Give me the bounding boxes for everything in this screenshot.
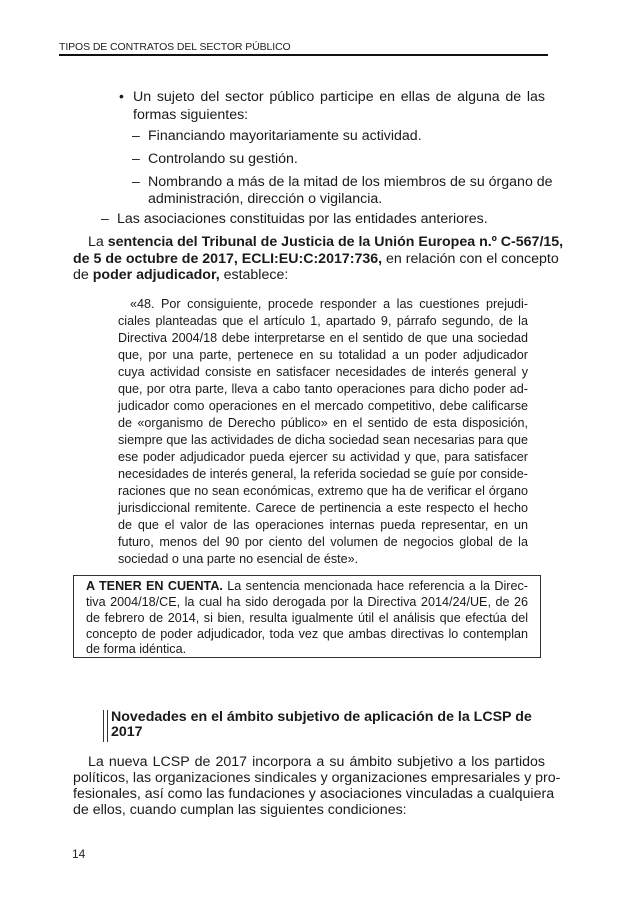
quote-line: Directiva 2004/18 debe interpretarse en el sentido de que una sociedad xyxy=(118,331,528,345)
note-line: de forma idéntica. xyxy=(86,642,187,656)
quote-line: cuya actividad consiste en satisfacer necesidades de interés general y xyxy=(118,365,528,379)
paragraph-line: políticos, las organizaciones sindicales y organizaciones empresariales y pro- xyxy=(73,770,561,786)
paragraph-line xyxy=(88,233,564,251)
section-bars-icon xyxy=(103,710,108,742)
quote-line: que, por una parte, pertenece en su totalidad a un poder adjudicador xyxy=(118,348,528,362)
quote-line: de que el valor de las operaciones internas pueda representar, en un xyxy=(118,518,528,532)
subitem: Controlando su gestión. xyxy=(148,151,298,167)
quote-line: que, por otra parte, lleva a cabo tanto operaciones para dicho poder ad- xyxy=(118,382,528,396)
paragraph-line: de ellos, cuando cumplan las siguientes condiciones: xyxy=(73,802,407,818)
paragraph-line: La nueva LCSP de 2017 incorpora a su ámbito subjetivo a los partidos xyxy=(88,754,545,770)
text: La sentencia mencionada hace referencia a la Direc- xyxy=(222,579,528,593)
text: La xyxy=(88,234,108,250)
text: establece: xyxy=(219,267,289,283)
dash-item: Las asociaciones constituidas por las entidades anteriores. xyxy=(117,211,488,227)
note-line xyxy=(86,579,528,595)
note-line: concepto de poder adjudicador, toda vez que ambas directivas lo contemplan xyxy=(86,627,528,641)
text: de xyxy=(73,267,93,283)
quote-line: siempre que las actividades de dicha sociedad sean necesarias para que xyxy=(118,433,528,447)
paragraph-line xyxy=(73,266,288,284)
paragraph-line: fesionales, así como las fundaciones y asociaciones vinculadas a cualquiera xyxy=(73,786,555,802)
text: en relación con el concepto xyxy=(382,251,559,267)
section-title: 2017 xyxy=(111,724,143,740)
header-rule xyxy=(59,54,548,56)
quote-line: «48. Por consiguiente, procede responder a las cuestiones prejudi- xyxy=(130,297,528,311)
dash-icon: – xyxy=(101,210,109,226)
quote-line: raciones que no sean económicas, extremo que ha de verificar el órgano xyxy=(118,484,528,498)
quote-line: ciales planteadas que el artículo 1, apartado 9, párrafo segundo, de la xyxy=(118,314,528,328)
quote-line: judicador como operaciones en el mercado competitivo, debe calificarse xyxy=(118,399,528,413)
page-number: 14 xyxy=(72,847,86,861)
quote-line: sociedad o una parte no esencial de éste». xyxy=(118,552,359,566)
note-label: A TENER EN CUENTA. xyxy=(86,579,223,593)
subitem: Nombrando a más de la mitad de los miembros de su órgano de xyxy=(148,174,553,190)
quote-line: necesidades de interés general, la referida sociedad se guíe por conside- xyxy=(118,467,528,481)
bold-text: sentencia del Tribunal de Justicia de la Unión Europea n.º C-567/15, xyxy=(107,234,564,250)
subitem: administración, dirección o vigilancia. xyxy=(148,191,383,207)
running-head: TIPOS DE CONTRATOS DEL SECTOR PÚBLICO xyxy=(59,41,291,53)
dash-icon: – xyxy=(132,127,140,143)
section-title: Novedades en el ámbito subjetivo de aplicación de la LCSP de xyxy=(111,709,532,725)
quote-line: futuro, menos del 90 por ciento del volumen de negocios global de la xyxy=(118,535,528,549)
quote-line: jurisdiccional remitente. Carece de pertinencia a este respecto el hecho xyxy=(118,501,528,515)
quote-line: de «organismo de Derecho público» en el sentido de esta disposición, xyxy=(118,416,528,430)
note-line: tiva 2004/18/CE, la cual ha sido derogada por la Directiva 2014/24/UE, de 26 xyxy=(86,595,528,609)
quote-line: ese poder adjudicador pueda ejercer su actividad y que, para satisfacer xyxy=(118,450,528,464)
bullet-line: Un sujeto del sector público participe en ellas de alguna de las xyxy=(133,89,545,105)
note-line: de febrero de 2014, si bien, resulta igualmente útil el análisis que efectúa del xyxy=(86,611,528,625)
note-box xyxy=(73,575,541,658)
bold-text: de 5 de octubre de 2017, ECLI:EU:C:2017:736, xyxy=(73,251,383,267)
bullet-line: formas siguientes: xyxy=(133,107,249,123)
bold-text: poder adjudicador, xyxy=(92,267,220,283)
dash-icon: – xyxy=(132,173,140,189)
subitem: Financiando mayoritariamente su actividad. xyxy=(148,128,422,144)
dash-icon: – xyxy=(132,150,140,166)
bullet-icon: • xyxy=(119,88,124,104)
